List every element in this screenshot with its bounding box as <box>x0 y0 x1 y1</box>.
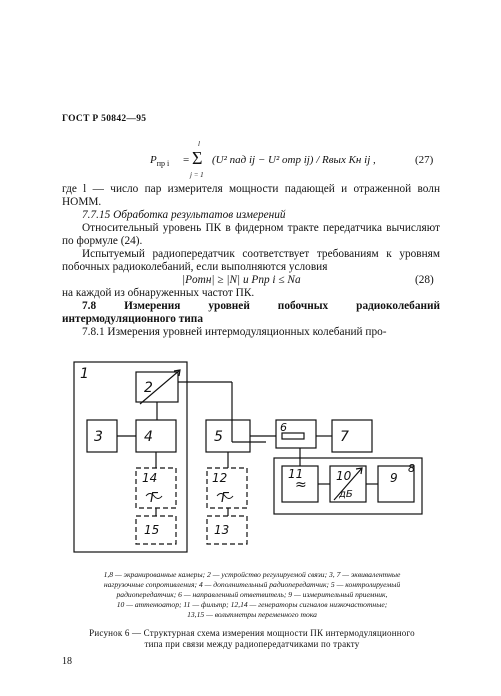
label-1: 1 <box>80 366 89 382</box>
formula-27-body: (U² пад ij − U² отр ij) / Rвых Kн ij , <box>212 154 376 166</box>
label-3: 3 <box>94 429 103 445</box>
para-test-condition: Испытуемый радиопередатчик соответствует требованиям к уровням побочных радиоколебаний, если выполняются условия <box>62 248 440 273</box>
figure-title <box>52 628 452 650</box>
label-4: 4 <box>144 429 153 445</box>
formula-27-number: (27) <box>415 154 434 166</box>
section-7-7-15: 7.7.15 Обработка результатов измерений <box>82 209 286 221</box>
label-11: 11 <box>288 467 304 481</box>
formula-27-sum-upper: l <box>198 140 200 148</box>
label-10: 10 <box>336 469 352 483</box>
para-each-frequency: на каждой из обнаруженных частот ПК. <box>62 287 255 299</box>
section-7-8-number: 7.8 <box>82 300 97 312</box>
block-diagram <box>60 352 460 562</box>
formula-28: |Pотн| ≥ |N| и Pпр i ≤ Nа <box>182 274 301 286</box>
page-number: 18 <box>62 656 72 667</box>
legend-line: 13,15 — вольтметры переменного тока <box>187 610 317 619</box>
formula-27-sum-lower: j = 1 <box>190 171 204 179</box>
figure-title-line-2: типа при связи между радиопередатчиками по тракту <box>144 639 360 649</box>
para-relative-level: Относительный уровень ПК в фидерном тракте передатчика вычисляют по формуле (24). <box>62 222 440 247</box>
label-2: 2 <box>144 380 153 396</box>
document-header: ГОСТ Р 50842—95 <box>62 114 147 124</box>
label-7: 7 <box>340 429 349 445</box>
formula-27 <box>150 140 450 180</box>
attenuator-10-symbol: дБ <box>339 489 353 500</box>
label-15: 15 <box>144 523 160 537</box>
para-where: где l — число пар измерителя мощности падающей и отраженной волн НОММ. <box>62 183 440 208</box>
section-7-8 <box>62 300 440 326</box>
label-12: 12 <box>212 471 228 485</box>
formula-27-eq: = <box>183 154 190 166</box>
figure-legend <box>62 570 442 620</box>
label-13: 13 <box>214 523 230 537</box>
legend-line: радиопередатчик; 6 — направленный ответвитель; 9 — измерительный приемник, <box>116 590 388 599</box>
filter-11-symbol: ≈ <box>295 477 307 493</box>
load-7 <box>332 420 372 452</box>
para-7-8-1: 7.8.1 Измерения уровней интермодуляционных колебаний про- <box>82 326 387 338</box>
formula-27-lhs: $P_{пр i}$ <box>150 154 170 169</box>
block-4 <box>136 420 176 452</box>
generator-14-symbol: Г <box>150 491 158 506</box>
generator-12-symbol: Г <box>221 491 229 506</box>
label-6: 6 <box>280 421 287 434</box>
legend-line: 10 — аттенюатор; 11 — фильтр; 12,14 — генераторы сигналов низкочастотные; <box>116 600 388 609</box>
legend-line: нагрузочные сопротивления; 4 — дополнительный радиопередатчик; 5 — контролируемый <box>103 580 401 589</box>
legend-line: 1,8 — экранированные камеры; 2 — устройство регулируемой связи; 3, 7 — эквивалентные <box>103 570 401 579</box>
section-7-8-title: Измерения уровней побочных радиоколебаний интермодуляционного типа <box>62 300 440 325</box>
label-14: 14 <box>142 471 158 485</box>
transmitter-5 <box>206 420 250 452</box>
label-9: 9 <box>390 471 398 485</box>
label-5: 5 <box>214 429 223 445</box>
chamber-1 <box>74 362 187 552</box>
figure-title-line-1: Рисунок 6 — Структурная схема измерения мощности ПК интермодуляционного <box>89 628 415 638</box>
formula-28-number: (28) <box>415 274 434 286</box>
sum-sign: Σ <box>192 148 203 168</box>
label-8: 8 <box>408 462 415 475</box>
